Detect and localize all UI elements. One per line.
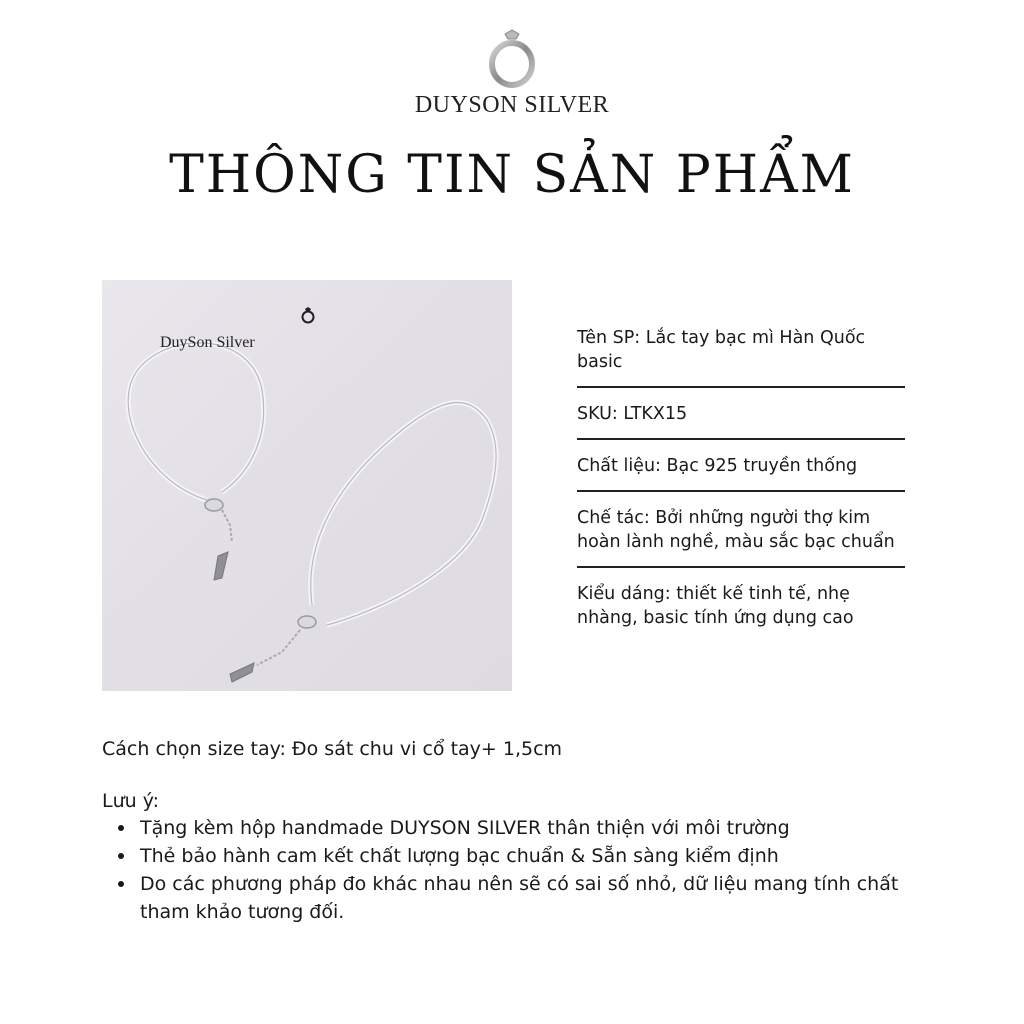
note-text: Thẻ bảo hành cam kết chất lượng bạc chuẩn & Sẵn sàng kiểm định <box>140 845 779 867</box>
info-product-name: Tên SP: Lắc tay bạc mì Hàn Quốc basic <box>577 322 905 388</box>
list-item <box>140 842 940 870</box>
list-item <box>140 870 940 926</box>
ring-logo-icon <box>487 28 537 88</box>
info-material: Chất liệu: Bạc 925 truyền thống <box>577 450 905 492</box>
list-item <box>140 814 940 842</box>
note-text: Tặng kèm hộp handmade DUYSON SILVER thân thiện với môi trường <box>140 817 790 839</box>
size-guide: Cách chọn size tay: Đo sát chu vi cổ tay+ 1,5cm <box>102 738 563 760</box>
product-info-list <box>577 322 905 652</box>
bullet-icon <box>118 881 124 887</box>
notes-title: Lưu ý: <box>102 790 159 812</box>
note-text: Do các phương pháp đo khác nhau nên sẽ có sai số nhỏ, dữ liệu mang tính chất tham khảo tương đối. <box>140 873 899 923</box>
bullet-icon <box>118 853 124 859</box>
bullet-icon <box>118 825 124 831</box>
info-craft: Chế tác: Bởi những người thợ kim hoàn lành nghề, màu sắc bạc chuẩn <box>577 502 905 568</box>
page-title: THÔNG TIN SẢN PHẨM <box>169 145 855 205</box>
info-style: Kiểu dáng: thiết kế tinh tế, nhẹ nhàng, basic tính ứng dụng cao <box>577 584 854 628</box>
photo-ring-icon <box>300 306 316 324</box>
notes-list <box>140 814 940 926</box>
brand-name: DUYSON SILVER <box>414 92 610 118</box>
info-sku: SKU: LTKX15 <box>577 398 905 440</box>
photo-brand-label: DuySon Silver <box>160 334 255 351</box>
